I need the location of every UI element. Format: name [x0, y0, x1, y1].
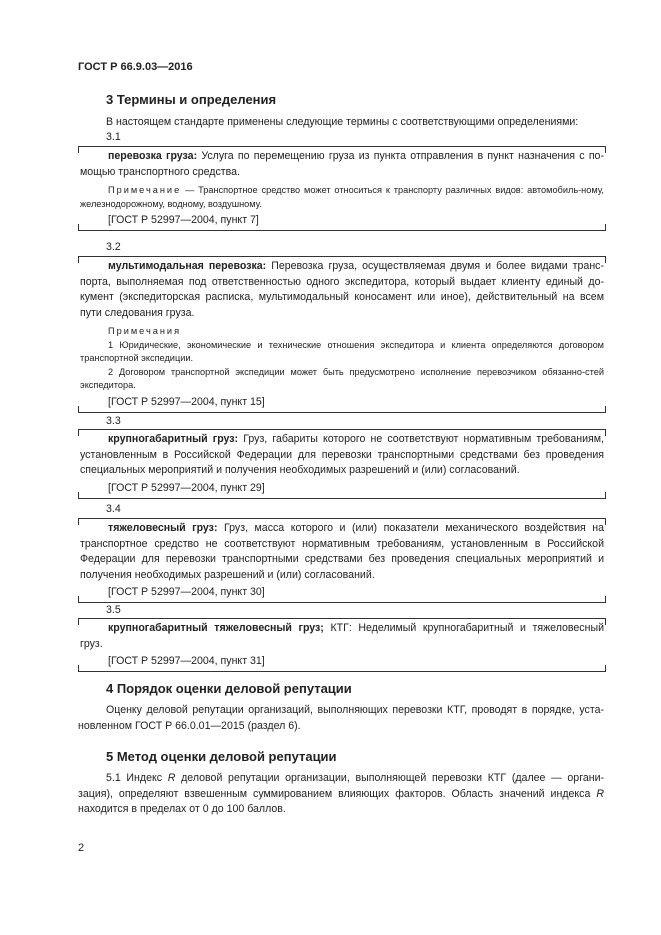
definition-text: КТГ: Неделимый крупногабаритный и тяжеловесный груз.: [80, 622, 604, 650]
definition-text: Груз, масса которого и (или) показатели механического воздействия на транспортное средство не соответствуют нормативным требованиям, установленным в Российской Федерации для перевозки транспортными средствами без проведения специальных мероприятий и получения необходимых разрешений и (или) согласований.: [80, 522, 604, 581]
term-definition: [80, 432, 604, 479]
term-number: 3.3: [106, 415, 121, 427]
section-3-intro: В настоящем стандарте применены следующие термины с соответствующими определениями:: [106, 116, 579, 128]
term-reference: [ГОСТ Р 52997—2004, пункт 29]: [108, 481, 265, 494]
index-r: R: [167, 772, 176, 784]
term-box: [78, 429, 606, 499]
index-r: R: [596, 787, 604, 800]
term-number: 3.1: [106, 131, 121, 143]
section-4-title: 4 Порядок оценки деловой репутации: [106, 681, 352, 696]
note-text: — Транспортное средство может относиться к транспорту различных видов: автомобиль-ному, железнодорожному, водному, воздушному.: [80, 185, 604, 209]
term-name: крупногабаритный груз:: [108, 433, 239, 445]
term-box: [78, 618, 606, 672]
term-name: крупногабаритный тяжеловесный груз;: [108, 622, 324, 634]
term-box: [78, 256, 606, 413]
term-note: [80, 184, 604, 211]
definition-text: Груз, габариты которого не соответствуют нормативным требованиям, установленным в Российской Федерации для перевозки транспортными средствами без проведения специальных мероприятий и получения необходимых разрешений и (или) согласований.: [80, 433, 604, 476]
term-box: [78, 146, 606, 231]
term-name: тяжеловесный груз:: [108, 522, 218, 534]
note-label: Примечания: [108, 326, 182, 336]
term-reference: [ГОСТ Р 52997—2004, пункт 30]: [108, 586, 265, 598]
definition-text: Услуга по перемещению груза из пункта отправления в пункт назначения с по-мощью транспортного средства.: [80, 150, 604, 178]
page-number: 2: [78, 842, 85, 854]
note-label: Примечание: [108, 185, 182, 195]
term-definition: [80, 149, 604, 180]
term-name: мультимодальная перевозка:: [108, 260, 267, 272]
section-5-title: 5 Метод оценки деловой репутации: [106, 749, 337, 764]
term-number: 3.4: [106, 503, 121, 515]
section-5-text: 5.1 Индекс R деловой репутации организации, выполняющей перевозки КТГ (далее — органи-зация), определяют взвешенным суммированием влияющих факторов. Область значений индекса R находится в пределах от 0 до 100 баллов.: [78, 772, 605, 815]
document-id: ГОСТ Р 66.9.03—2016: [78, 61, 193, 73]
term-number: 3.2: [106, 241, 121, 253]
term-name: перевозка груза:: [108, 150, 198, 162]
term-definition: [80, 621, 604, 652]
term-note: 2 Договором транспортной экспедиции может быть предусмотрено исполнение перевозчиком обязанно-стей экспедитора.: [80, 366, 604, 391]
definition-text: Перевозка груза, осуществляемая двумя и более видами транс-порта, выполняемая под ответственностью одного экспедитора, который выдает клиенту единый до-кумент (экспедиторская расписка, мультимодальный коносамент или иное), действительный на всем пути следования груза.: [80, 260, 604, 319]
term-reference: [ГОСТ Р 52997—2004, пункт 31]: [108, 655, 265, 667]
section-4-text: Оценку деловой репутации организаций, выполняющих перевозки КТГ, проводят в порядке, уста-новленном ГОСТ Р 66.0.01—2015 (раздел 6).: [78, 704, 604, 732]
term-number: 3.5: [106, 604, 121, 616]
term-reference: [ГОСТ Р 52997—2004, пункт 7]: [108, 214, 259, 227]
term-reference: [ГОСТ Р 52997—2004, пункт 15]: [108, 395, 265, 408]
term-box: [78, 518, 606, 603]
term-definition: [80, 259, 604, 321]
term-note: 1 Юридические, экономические и технические отношения экспедитора и клиента определяются договором транспортной экспедиции.: [80, 339, 604, 364]
term-definition: [80, 521, 604, 583]
section-3-title: 3 Термины и определения: [106, 92, 277, 107]
